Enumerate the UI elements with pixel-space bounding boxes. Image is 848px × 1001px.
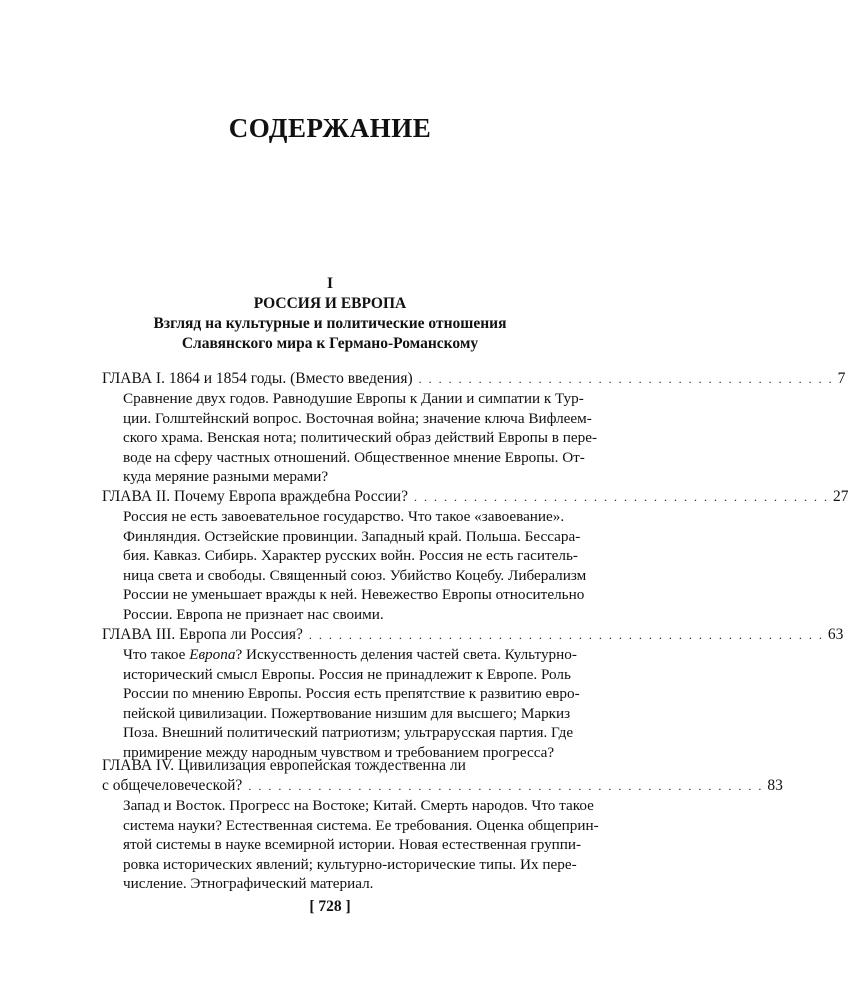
page-number: 63 <box>827 626 844 643</box>
page-title: СОДЕРЖАНИЕ <box>228 113 432 143</box>
summary-line: Сравнение двух годов. Равнодушие Европы к Дании и симпатии к Тур- <box>123 390 584 407</box>
summary-line: Финляндия. Остзейские провинции. Западный край. Польша. Бессара- <box>123 527 581 545</box>
dot-leader: . . . . . . . . . . . . . . . . . . . . . . . . . . . . . . . . . . . . . . . . . . . . . . . . . . . . <box>308 628 824 642</box>
chapter-title: ГЛАВА III. Европа ли Россия? <box>102 626 303 643</box>
summary-line: примирение между народным чувством и требованием прогресса? <box>123 743 555 761</box>
summary-line: бия. Кавказ. Сибирь. Характер русских войн. Россия не есть гаситель- <box>123 547 578 564</box>
summary-line: Россия не есть завоевательное государство. Что такое «завоевание». <box>123 508 565 525</box>
part-subtitle-line: Взгляд на культурные и политические отношения <box>153 315 507 332</box>
toc-entry-chapter-3[interactable] <box>102 625 844 762</box>
dot-leader: . . . . . . . . . . . . . . . . . . . . . . . . . . . . . . . . . . . . . . . . . . <box>413 490 829 504</box>
chapter-title: ГЛАВА I. 1864 и 1854 годы. (Вместо введения) <box>102 370 413 387</box>
summary-line: России по мнению Европы. Россия есть препятствие к развитию евро- <box>123 685 580 702</box>
toc-entry-chapter-2[interactable] <box>102 487 848 624</box>
toc-entry-heading <box>102 487 848 507</box>
part-subtitle-line: Славянского мира к Германо-Романскому <box>181 335 479 352</box>
summary-line: России не уменьшает вражды к ней. Невежество Европы относительно <box>123 586 585 603</box>
toc-entry-chapter-4[interactable] <box>102 756 783 894</box>
part-number: I <box>326 275 334 292</box>
summary-line: ского храма. Венская нота; политический образ действий Европы в пере- <box>123 429 598 446</box>
toc-entry-heading <box>102 625 844 645</box>
chapter-title-continued: с общечеловеческой? <box>102 777 243 794</box>
toc-entry-heading <box>102 369 846 389</box>
page-folio-number: [ 728 ] <box>309 898 351 915</box>
summary-line: числение. Этнографический материал. <box>123 875 374 892</box>
summary-line: куда меряние разными мерами? <box>123 468 329 485</box>
summary-line: воде на сферу частных отношений. Общественное мнение Европы. От- <box>123 448 585 466</box>
summary-line: России. Европа не признает нас своими. <box>123 605 384 623</box>
dot-leader: . . . . . . . . . . . . . . . . . . . . . . . . . . . . . . . . . . . . . . . . . . <box>418 372 834 386</box>
summary-text: Что такое <box>123 646 190 663</box>
summary-line: пейской цивилизации. Пожертвование низшим для высшего; Маркиз <box>123 704 571 722</box>
summary-line <box>123 645 577 665</box>
page-number: 83 <box>767 777 783 794</box>
summary-line: ровка исторических явлений; культурно-исторические типы. Их пере- <box>123 855 577 873</box>
chapter-title: ГЛАВА IV. Цивилизация европейская тождественна ли <box>102 757 466 774</box>
summary-line: Поза. Внешний политический патриотизм; ультрарусская партия. Где <box>123 724 574 741</box>
part-title: РОССИЯ И ЕВРОПА <box>253 295 407 312</box>
page-number: 7 <box>837 370 846 387</box>
chapter-summary <box>123 645 580 762</box>
summary-line: система науки? Естественная система. Ее требования. Оценка общеприн- <box>123 816 599 834</box>
chapter-summary <box>123 796 599 894</box>
summary-emphasis: Европа <box>189 646 236 663</box>
dot-leader: . . . . . . . . . . . . . . . . . . . . . . . . . . . . . . . . . . . . . . . . . . . . . . . . . . . . <box>248 779 764 793</box>
summary-line: Запад и Восток. Прогресс на Востоке; Китай. Смерть народов. Что такое <box>123 797 594 814</box>
summary-text: ? Искусственность деления частей света. Культурно- <box>235 646 577 663</box>
toc-entry-chapter-1[interactable] <box>102 369 846 487</box>
page-number: 27 <box>832 488 848 505</box>
chapter-summary <box>123 389 598 487</box>
summary-line: ции. Голштейнский вопрос. Восточная война; значение ключа Вифлеем- <box>123 409 592 427</box>
chapter-summary <box>123 507 587 624</box>
summary-line: исторический смысл Европы. Россия не принадлежит к Европе. Роль <box>123 665 571 683</box>
chapter-title: ГЛАВА II. Почему Европа враждебна России? <box>102 488 408 505</box>
part-heading <box>0 274 660 354</box>
summary-line: ница света и свободы. Священный союз. Убийство Коцебу. Либерализм <box>123 566 587 584</box>
toc-entry-heading <box>102 776 783 796</box>
summary-line: ятой системы в науке всемирной истории. Новая естественная группи- <box>123 836 582 853</box>
